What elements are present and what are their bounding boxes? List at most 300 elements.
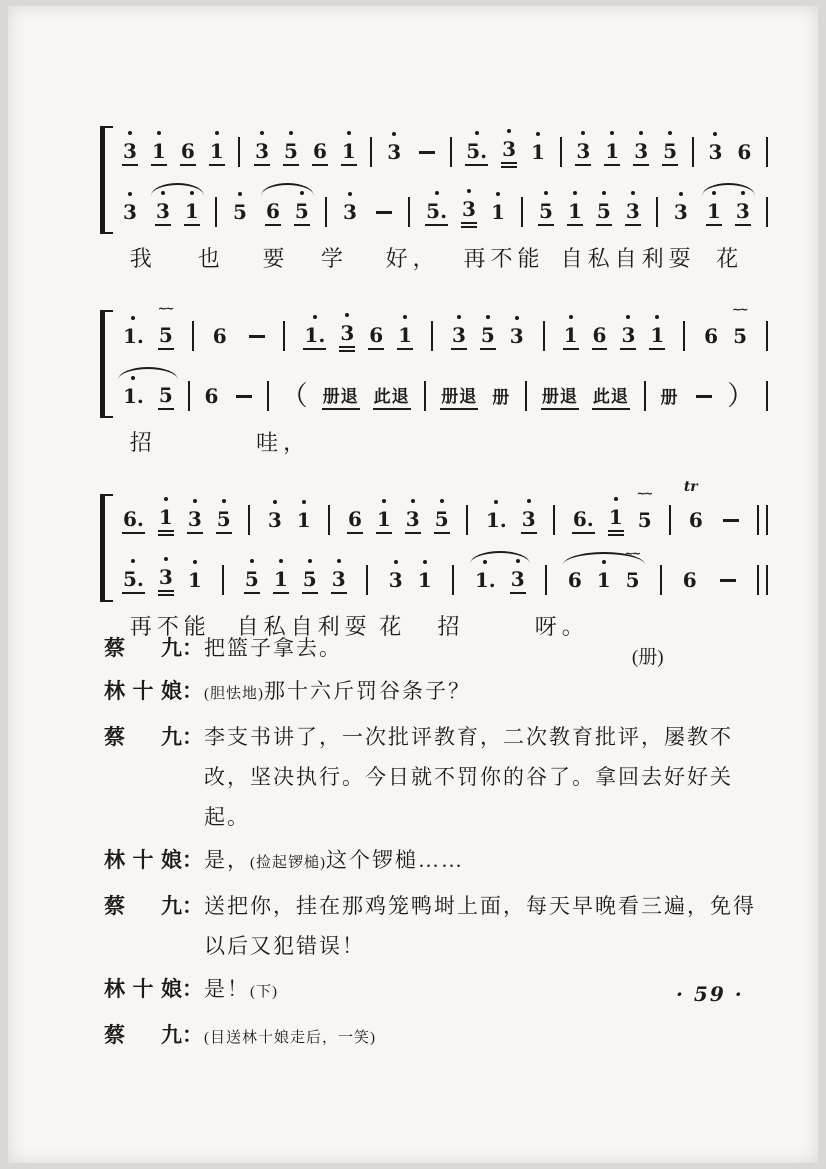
note-digit: 册退	[541, 387, 578, 406]
percussion-syllable	[592, 382, 630, 410]
octave-dot	[128, 131, 132, 135]
barline	[188, 381, 190, 411]
lyric-word: 自私自利耍	[236, 614, 372, 639]
music-note	[157, 302, 174, 350]
octave-dot	[222, 499, 226, 503]
music-note	[735, 198, 751, 226]
speaker-name	[104, 840, 182, 883]
slurred-note-group	[565, 547, 643, 593]
octave-dot	[573, 191, 577, 195]
barline	[325, 197, 327, 227]
octave-dot	[610, 131, 614, 135]
octave-dot	[712, 191, 716, 195]
note-digit: 1	[608, 505, 623, 529]
speaker-colon: ：	[182, 894, 203, 918]
note-digit: 1	[123, 384, 137, 408]
note-group	[463, 136, 548, 168]
music-note	[703, 323, 719, 349]
note-digit: 5	[426, 199, 441, 223]
music-system-2	[120, 302, 768, 456]
octave-dot	[131, 376, 135, 380]
barline	[215, 197, 217, 227]
dialogue-text	[204, 628, 760, 668]
barline	[553, 505, 555, 535]
music-note	[341, 138, 357, 166]
note-digit: 3	[634, 139, 649, 163]
speaker-char: 娘	[161, 679, 182, 703]
note-digit: 3	[621, 323, 636, 347]
note-group	[423, 196, 508, 228]
speaker-char: 九	[161, 894, 182, 918]
octave-dot	[527, 499, 531, 503]
music-note	[509, 323, 525, 349]
speaker-colon: ：	[182, 636, 203, 660]
slurred-note-group	[472, 566, 528, 594]
note-group	[701, 303, 750, 349]
music-note	[265, 198, 281, 226]
lyric-word: 招	[437, 614, 465, 639]
note-digit: 5	[158, 383, 173, 407]
octave-dot	[631, 191, 635, 195]
music-note	[187, 506, 203, 534]
music-note	[122, 138, 138, 166]
octave-dot	[411, 499, 415, 503]
note-group	[120, 199, 140, 225]
note-group	[120, 504, 234, 536]
speaker-name	[104, 717, 182, 837]
music-note	[296, 507, 312, 533]
speaker-colon: ：	[182, 848, 203, 872]
octave-dot	[403, 315, 407, 319]
score-page	[8, 6, 818, 1163]
music-note	[294, 198, 310, 226]
barline	[267, 381, 269, 411]
note-digit: 3	[156, 199, 170, 223]
barline	[766, 321, 768, 351]
music-note	[397, 322, 413, 350]
note-digit: 3	[123, 200, 137, 224]
barline	[450, 137, 452, 167]
note-digit: 5	[637, 508, 652, 532]
note-group	[120, 564, 205, 596]
music-note	[538, 198, 554, 226]
octave-dot	[483, 560, 487, 564]
speaker-char: 十	[132, 848, 154, 872]
dialogue-row	[104, 671, 760, 714]
note-digit: 1	[296, 508, 311, 532]
note-digit: 6	[682, 568, 697, 592]
note-digit: 6	[347, 507, 362, 531]
octave-dot	[190, 191, 194, 195]
music-note	[434, 506, 450, 534]
parenthesis: ）	[727, 381, 755, 411]
note-digit: 1	[398, 323, 413, 347]
note-digit: 6	[567, 568, 582, 592]
octave-dot	[494, 500, 498, 504]
music-note	[620, 322, 636, 350]
barline	[644, 381, 646, 411]
music-note	[158, 504, 174, 536]
octave-dot	[544, 191, 548, 195]
note-digit: 5	[284, 139, 298, 163]
barline	[192, 321, 194, 351]
note-group	[671, 199, 691, 225]
lyric-word: 我	[129, 246, 157, 271]
octave-dot	[348, 192, 352, 196]
dialogue-text	[204, 1015, 760, 1058]
percussion-syllable	[322, 382, 360, 410]
note-digit: 3	[123, 139, 137, 163]
lyric-word: 学	[320, 246, 348, 271]
octave-dot	[713, 132, 717, 136]
note-group	[573, 138, 680, 166]
barline	[692, 137, 694, 167]
octave-dot	[394, 560, 398, 564]
note-digit: 册	[660, 388, 679, 407]
octave-dot	[157, 131, 161, 135]
note-digit: 6	[312, 139, 327, 163]
octave-dot	[507, 129, 511, 133]
music-note	[575, 138, 591, 166]
music-note	[596, 567, 612, 593]
note-digit: 3	[158, 565, 173, 589]
duration-dash	[419, 151, 435, 154]
music-note	[122, 199, 138, 225]
music-note	[122, 506, 145, 534]
music-note	[158, 382, 174, 410]
speaker-char: 九	[161, 1023, 182, 1047]
slurred-note-group	[263, 198, 312, 226]
augmentation-dot: .	[586, 507, 594, 531]
octave-dot	[273, 500, 277, 504]
duration-dash	[249, 335, 265, 338]
speaker-char: 蔡	[104, 1023, 125, 1047]
music-note	[608, 504, 624, 536]
note-digit: 1	[187, 568, 202, 592]
speaker-char: 娘	[161, 977, 182, 1001]
music-note	[232, 199, 248, 225]
octave-dot	[440, 499, 444, 503]
note-digit: 1	[474, 568, 489, 592]
percussion-syllable	[541, 382, 579, 410]
note-digit: 1	[184, 199, 199, 223]
note-group	[570, 487, 655, 536]
note-digit: 6	[212, 324, 227, 348]
stage-direction: (目送林十娘走后，一笑)	[204, 1030, 376, 1046]
note-digit: 5	[466, 139, 481, 163]
octave-dot	[300, 191, 304, 195]
music-note	[187, 567, 203, 593]
music-note	[425, 198, 448, 226]
music-note	[563, 322, 579, 350]
mordent-mark: ∼∼	[157, 302, 173, 315]
speaker-char: 娘	[161, 848, 182, 872]
music-note	[567, 198, 583, 226]
barline	[370, 137, 372, 167]
dialogue-row	[104, 886, 760, 966]
music-note	[417, 567, 433, 593]
music-note	[212, 323, 228, 349]
note-digit: 3	[187, 507, 202, 531]
music-note	[347, 506, 363, 534]
note-group	[340, 199, 360, 225]
staff-pair	[120, 479, 768, 598]
octave-dot	[679, 192, 683, 196]
voice-row-upper	[120, 302, 768, 354]
note-group	[120, 138, 227, 166]
note-digit: 3	[625, 199, 640, 223]
speaker-char: 林	[104, 848, 125, 872]
octave-dot	[639, 131, 643, 135]
slurred-note-group	[153, 198, 202, 226]
octave-dot	[161, 191, 165, 195]
note-digit: 5	[733, 324, 747, 348]
note-digit: 此退	[592, 387, 629, 406]
note-digit: 册退	[322, 387, 359, 406]
note-digit: 1	[123, 324, 137, 348]
speaker-char: 蔡	[104, 636, 125, 660]
music-note	[649, 322, 665, 350]
music-note	[273, 566, 289, 594]
double-barline	[757, 565, 768, 595]
octave-dot	[193, 499, 197, 503]
music-note	[244, 566, 260, 594]
note-digit: 6	[180, 139, 195, 163]
barline	[366, 565, 368, 595]
note-group	[265, 507, 314, 533]
dialogue-section	[104, 628, 760, 1061]
music-note	[662, 138, 678, 166]
note-digit: 3	[521, 507, 536, 531]
note-group	[438, 382, 513, 410]
note-digit: 3	[735, 199, 750, 223]
lyric-word: 花	[716, 246, 744, 271]
slurred-note-group	[120, 382, 176, 410]
octave-dot	[164, 497, 168, 501]
barline	[248, 505, 250, 535]
note-digit: 3	[255, 139, 270, 163]
note-digit: 3	[451, 323, 466, 347]
note-digit: 5	[216, 507, 231, 531]
speaker-char: 蔡	[104, 725, 125, 749]
speaker-char: 十	[132, 977, 154, 1001]
note-digit: 5	[663, 139, 678, 163]
note-group	[120, 302, 176, 350]
augmentation-dot: .	[136, 507, 144, 531]
mordent-mark: ∼∼	[732, 303, 747, 316]
octave-dot	[193, 560, 197, 564]
percussion-syllable	[491, 383, 511, 409]
note-digit: 5	[302, 567, 317, 591]
parenthesis: （	[280, 381, 308, 411]
barline	[766, 381, 768, 411]
stage-direction: (下)	[250, 984, 278, 1000]
music-note	[682, 567, 698, 593]
voice-row-lower	[120, 547, 768, 598]
note-digit: 1	[376, 507, 391, 531]
barline	[328, 505, 330, 535]
music-note	[386, 139, 402, 165]
barline	[683, 321, 685, 351]
music-note	[683, 479, 704, 533]
dialogue-row	[104, 840, 760, 883]
note-group	[384, 139, 404, 165]
music-note	[158, 564, 174, 596]
music-note	[203, 383, 219, 409]
voice-row-upper	[120, 134, 768, 170]
stage-direction: (胆怯地)	[204, 686, 264, 702]
note-digit: 1	[304, 323, 319, 347]
music-section	[120, 118, 768, 698]
music-note	[673, 199, 689, 225]
dialogue-segment: 那十六斤罚谷条子？	[264, 679, 471, 703]
octave-dot	[435, 191, 439, 195]
double-barline	[757, 505, 768, 535]
music-note	[465, 138, 488, 166]
note-digit: 册退	[441, 387, 478, 406]
lyric-word: 再不能	[129, 614, 211, 639]
speaker-char: 蔡	[104, 894, 125, 918]
dialogue-text	[204, 717, 760, 837]
note-group	[301, 320, 415, 352]
music-note	[624, 547, 641, 593]
note-group	[252, 138, 359, 166]
speaker-char: 十	[132, 679, 154, 703]
dialogue-segment: 是，	[204, 848, 250, 872]
note-digit: 3	[388, 568, 403, 592]
note-digit: 3	[502, 137, 517, 161]
music-note	[501, 136, 517, 168]
speaker-char: 九	[161, 725, 182, 749]
note-digit: 5	[123, 567, 137, 591]
note-digit: 6	[204, 384, 219, 408]
barline	[408, 197, 410, 227]
octave-dot	[467, 189, 471, 193]
barline	[766, 197, 768, 227]
augmentation-dot: .	[480, 139, 488, 163]
music-note	[216, 506, 232, 534]
speaker-name	[104, 969, 182, 1012]
octave-dot	[475, 131, 479, 135]
music-note	[303, 322, 326, 350]
note-digit: 1	[706, 199, 721, 223]
duration-dash	[236, 395, 252, 398]
music-note	[209, 138, 225, 166]
octave-dot	[569, 315, 573, 319]
barline	[424, 381, 426, 411]
percussion-syllable	[659, 383, 679, 409]
dialogue-text	[204, 840, 760, 883]
octave-dot	[536, 132, 540, 136]
dialogue-row	[104, 1015, 760, 1058]
music-note	[184, 198, 200, 226]
music-note	[485, 507, 508, 533]
speaker-char: 林	[104, 679, 125, 703]
music-note	[592, 322, 608, 350]
lyric-word: 再不能	[463, 246, 545, 271]
note-group	[201, 383, 221, 409]
dialogue-segment: 把篮子拿去。	[204, 636, 342, 660]
music-note	[707, 139, 723, 165]
note-digit: 5	[539, 199, 553, 223]
music-note	[267, 507, 283, 533]
music-note	[521, 506, 537, 534]
octave-dot	[302, 500, 306, 504]
barline	[521, 197, 523, 227]
note-group	[561, 322, 668, 350]
dialogue-row	[104, 628, 760, 668]
music-note	[490, 199, 506, 225]
note-digit: 6	[369, 323, 384, 347]
note-digit: 3	[708, 140, 723, 164]
note-digit: 5	[158, 323, 173, 347]
octave-dot	[131, 316, 135, 320]
note-digit: 册	[492, 388, 511, 407]
music-note	[474, 567, 497, 593]
dialogue-text	[204, 671, 760, 714]
octave-dot	[741, 191, 745, 195]
octave-dot	[279, 559, 283, 563]
music-note	[376, 506, 392, 534]
note-group	[539, 382, 632, 410]
music-note	[706, 198, 722, 226]
dialogue-row	[104, 969, 760, 1012]
music-note	[339, 320, 355, 352]
octave-dot	[164, 557, 168, 561]
music-note	[633, 138, 649, 166]
dialogue-segment: 送把你，挂在那鸡笼鸭埘上面，每天早晚看三遍，免得以后又犯错误！	[204, 894, 756, 958]
barline	[222, 565, 224, 595]
music-note	[736, 139, 752, 165]
octave-dot	[337, 559, 341, 563]
octave-dot	[457, 315, 461, 319]
note-group	[230, 199, 250, 225]
octave-dot	[238, 192, 242, 196]
music-note	[302, 566, 318, 594]
lyric-word: 要	[262, 246, 290, 271]
lyric-word: 招	[129, 430, 157, 455]
music-note	[732, 303, 748, 349]
barline	[669, 505, 671, 535]
note-digit: 1	[605, 139, 620, 163]
music-note	[530, 139, 546, 165]
music-note	[180, 138, 196, 166]
note-digit: 1	[485, 508, 500, 532]
speaker-colon: ：	[182, 1023, 203, 1047]
note-group	[320, 382, 413, 410]
note-digit: 6	[688, 508, 703, 532]
music-system-1	[120, 118, 768, 272]
dialogue-segment: 李支书讲了，一次批评教育，二次教育批评，屡教不改，坚决执行。今日就不罚你的谷了。拿回去好好关起。	[204, 725, 733, 829]
note-digit: 5	[434, 507, 449, 531]
note-group	[210, 323, 230, 349]
note-digit: 3	[576, 139, 591, 163]
note-digit: 3	[510, 567, 525, 591]
note-digit: 1	[490, 200, 505, 224]
octave-dot	[260, 131, 264, 135]
note-digit: 5	[244, 567, 259, 591]
note-digit: 1	[596, 568, 611, 592]
note-group	[345, 506, 452, 534]
music-note	[451, 322, 467, 350]
octave-dot	[128, 192, 132, 196]
barline	[656, 197, 658, 227]
octave-dot	[496, 192, 500, 196]
note-digit: 1	[563, 323, 578, 347]
speaker-name	[104, 628, 182, 668]
music-note	[572, 506, 595, 534]
speaker-name	[104, 886, 182, 966]
